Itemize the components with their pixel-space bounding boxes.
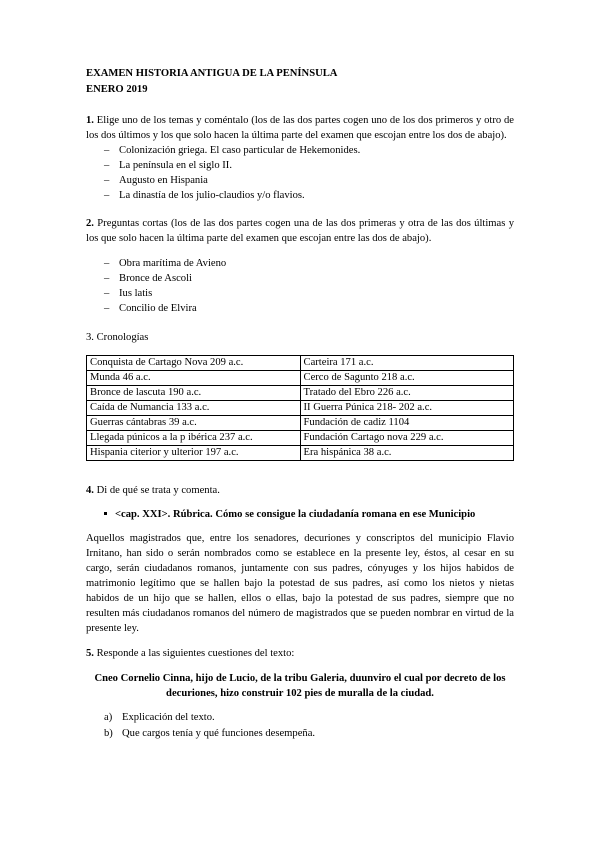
- question-5-text: Responde a las siguientes cuestiones del texto:: [96, 648, 295, 659]
- rubric-text: <cap. XXI>. Rúbrica. Cómo se consigue la ciudadanía romana en ese Municipio: [115, 509, 476, 520]
- dash-icon: –: [104, 175, 110, 186]
- list-item: a) Explicación del texto.: [86, 710, 514, 726]
- square-bullet-icon: [104, 512, 107, 515]
- table-cell: Munda 46 a.c.: [87, 371, 301, 386]
- table-cell: Fundación Cartago nova 229 a.c.: [300, 431, 514, 446]
- table-cell: Era hispánica 38 a.c.: [300, 446, 514, 461]
- table-row: [87, 386, 514, 401]
- question-5-list: [86, 710, 514, 742]
- table-row: [87, 431, 514, 446]
- list-marker: b): [104, 728, 113, 739]
- question-3-heading: 3. Cronologías: [86, 332, 149, 343]
- exam-title-line1: EXAMEN HISTORIA ANTIGUA DE LA PENÍNSULA: [86, 68, 338, 79]
- dash-icon: –: [104, 288, 110, 299]
- dash-icon: –: [104, 190, 110, 201]
- question-4-paragraph: Aquellos magistrados que, entre los senadores, decuriones y conscriptos del municipio Flavio Irnitano, han sido o serán nombrados como se establece en la presente ley, éstos, al cesar en su cargo, serán ciudadanos romanos, juntamente con sus padres, cónyuges y los hijos habidos de matrimonio legítimo que se hallen bajo la potestad de sus padres, así como los nietos y nietas habidos de un hijo que se hallen, ellos o ellas, bajo la potestad de sus padres, siempre que no resulten más ciudadanos romanos del número de magistrados que se pueden nombrar en virtud de la presente ley.: [86, 533, 514, 634]
- table-cell: Bronce de lascuta 190 a.c.: [87, 386, 301, 401]
- table-row: [87, 371, 514, 386]
- question-1-text: Elige uno de los temas y coméntalo (los de las dos partes cogen uno de los dos primeros y otro de los dos últimos y los que solo hacen la última parte del examen que escojan entre los dos de abajo).: [86, 115, 514, 141]
- table-cell: Hispania citerior y ulterior 197 a.c.: [87, 446, 301, 461]
- list-marker: a): [104, 712, 113, 723]
- dash-icon: –: [104, 303, 110, 314]
- list-item: – Concilio de Elvira: [104, 303, 197, 314]
- table-row: [87, 401, 514, 416]
- list-item: – Obra marítima de Avieno: [104, 258, 227, 269]
- question-4: [86, 483, 514, 498]
- dash-icon: –: [104, 258, 110, 269]
- question-1-number: 1.: [86, 115, 94, 126]
- dash-icon: –: [104, 145, 110, 156]
- list-item: – Augusto en Hispania: [104, 175, 208, 186]
- exam-title: [86, 66, 514, 98]
- chronology-table: [86, 355, 514, 461]
- table-cell: Fundación de cadiz 1104: [300, 416, 514, 431]
- list-item: – Bronce de Ascoli: [104, 273, 192, 284]
- table-row: [87, 356, 514, 371]
- question-4-rubric: [86, 507, 514, 522]
- question-1: [86, 113, 514, 143]
- list-item: – La dinastía de los julio-claudios y/o flavios.: [104, 190, 305, 201]
- table-cell: Caída de Numancia 133 a.c.: [87, 401, 301, 416]
- question-2-list: [86, 256, 514, 316]
- list-item: b) Que cargos tenía y qué funciones desempeña.: [86, 726, 514, 742]
- question-4-number: 4.: [86, 485, 94, 496]
- table-row: [87, 446, 514, 461]
- question-5-number: 5.: [86, 648, 94, 659]
- table-row: [87, 416, 514, 431]
- question-4-text: Di de qué se trata y comenta.: [96, 485, 220, 496]
- table-cell: Guerras cántabras 39 a.c.: [87, 416, 301, 431]
- table-cell: Carteira 171 a.c.: [300, 356, 514, 371]
- list-item: – Ius latis: [104, 288, 153, 299]
- exam-page: [86, 66, 514, 742]
- question-5-quote: Cneo Cornelio Cinna, hijo de Lucio, de la tribu Galeria, duunviro el cual por decreto de los decuriones, hizo construir 102 pies de muralla de la ciudad.: [94, 673, 506, 699]
- exam-title-line2: ENERO 2019: [86, 84, 148, 95]
- dash-icon: –: [104, 160, 110, 171]
- question-5: [86, 646, 514, 661]
- list-item: – Colonización griega. El caso particular de Hekemonides.: [104, 145, 361, 156]
- question-1-list: [86, 143, 514, 203]
- dash-icon: –: [104, 273, 110, 284]
- table-cell: II Guerra Púnica 218- 202 a.c.: [300, 401, 514, 416]
- table-cell: Cerco de Sagunto 218 a.c.: [300, 371, 514, 386]
- question-2-text: Preguntas cortas (los de las dos partes cogen una de las dos primeras y otra de las dos últimas y los que solo hacen la última parte del examen que escojan entre las dos de abajo).: [86, 218, 514, 244]
- list-item: – La península en el siglo II.: [104, 160, 232, 171]
- table-cell: Tratado del Ebro 226 a.c.: [300, 386, 514, 401]
- table-cell: Llegada púnicos a la p ibérica 237 a.c.: [87, 431, 301, 446]
- table-cell: Conquista de Cartago Nova 209 a.c.: [87, 356, 301, 371]
- question-2: [86, 216, 514, 246]
- question-2-number: 2.: [86, 218, 94, 229]
